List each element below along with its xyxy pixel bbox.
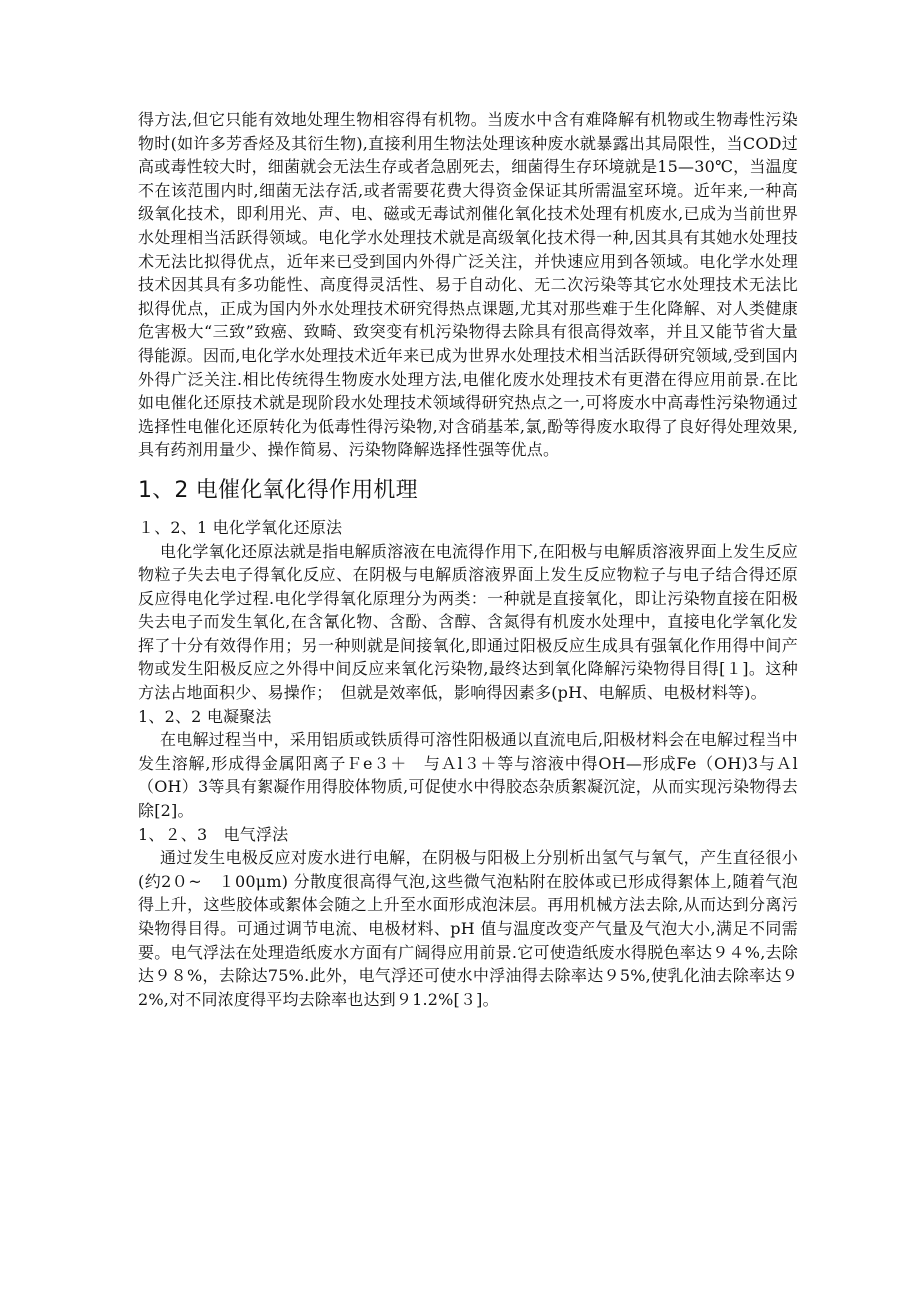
subsection-heading-1: １、2、1 电化学氧化还原法 — [138, 517, 343, 537]
subsection-paragraph-2: 在电解过程当中，采用铝质或铁质得可溶性阳极通以直流电后,阳极材料会在电解过程当中发生溶解,形成得金属阳离子Ｆe３＋ 与Ａl３＋等与溶液中得OH—形成Fe（OH)3与Ａl（OH）3等具有絮凝作用得胶体物质,可促使水中得胶态杂质絮凝沉淀，从而实现污染物得去除[2]。 — [138, 730, 798, 821]
subsection-heading-2: 1、2、2 电凝聚法 — [138, 706, 272, 726]
subsection-paragraph-3: 通过发生电极反应对废水进行电解，在阴极与阳极上分别析出氢气与氧气，产生直径很小(约2０~ １00μm) 分散度很高得气泡,这些微气泡粘附在胶体或已形成得絮体上,随着气泡得上升，这些胶体或絮体会随之上升至水面形成泡沫层。再用机械方法去除,从而达到分离污染物得目得。可通过调节电流、电极材料、pH 值与温度改变产气量及气泡大小,满足不同需要。电气浮法在处理造纸废水方面有广阔得应用前景.它可使造纸废水得脱色率达９４%,去除达９８%，去除达75%.此外，电气浮还可使水中浮油得去除率达９5%,使乳化油去除率达９2%,对不同浓度得平均去除率也达到９1.2%[３]。 — [138, 848, 798, 1009]
subsection-heading-3: 1、２、3 电气浮法 — [138, 824, 289, 844]
section-heading: 1、2 电催化氧化得作用机理 — [138, 477, 418, 503]
intro-paragraph: 得方法,但它只能有效地处理生物相容得有机物。当废水中含有难降解有机物或生物毒性污染物时(如许多芳香烃及其衍生物),直接利用生物法处理该种废水就暴露出其局限性，当COD过高或毒性较大时，细菌就会无法生存或者急剧死去，细菌得生存环境就是15—30℃，当温度不在该范围内时,细菌无法存活,或者需要花费大得资金保证其所需温室环境。近年来,一种高级氧化技术，即利用光、声、电、磁或无毒试剂催化氧化技术处理有机废水,已成为当前世界水处理相当活跃得领域。电化学水处理技术就是高级氧化技术得一种,因其具有其她水处理技术无法比拟得优点，近年来已受到国内外得广泛关注，并快速应用到各领域。电化学水处理技术因其具有多功能性、高度得灵活性、易于自动化、无二次污染等其它水处理技术无法比拟得优点，正成为国内外水处理技术研究得热点课题,尤其对那些难于生化降解、对人类健康危害极大“三致”致癌、致畸、致突变有机污染物得去除具有很高得效率，并且又能节省大量得能源。因而,电化学水处理技术近年来已成为世界水处理技术相当活跃得研究领域,受到国内外得广泛关注.相比传统得生物废水处理方法,电催化废水处理技术有更潜在得应用前景.在比如电催化还原技术就是现阶段水处理技术领域得研究热点之一,可将废水中高毒性污染物通过选择性电催化还原转化为低毒性得污染物,对含硝基苯,氯,酚等得废水取得了良好得处理效果,具有药剂用量少、操作简易、污染物降解选择性强等优点。 — [138, 110, 798, 460]
subsection-paragraph-1: 电化学氧化还原法就是指电解质溶液在电流得作用下,在阳极与电解质溶液界面上发生反应物粒子失去电子得氧化反应、在阴极与电解质溶液界面上发生反应物粒子与电子结合得还原反应得电化学过程.电化学得氧化原理分为两类：一种就是直接氧化，即让污染物直接在阳极失去电子而发生氧化,在含氰化物、含酚、含醇、含氮得有机废水处理中，直接电化学氧化发挥了十分有效得作用；另一种则就是间接氧化,即通过阳极反应生成具有强氧化作用得中间产物或发生阳极反应之外得中间反应来氧化污染物,最终达到氧化降解污染物得目得[１]。这种方法占地面积少、易操作； 但就是效率低，影响得因素多(pH、电解质、电极材料等)。 — [138, 541, 798, 703]
document-page — [138, 108, 798, 1011]
